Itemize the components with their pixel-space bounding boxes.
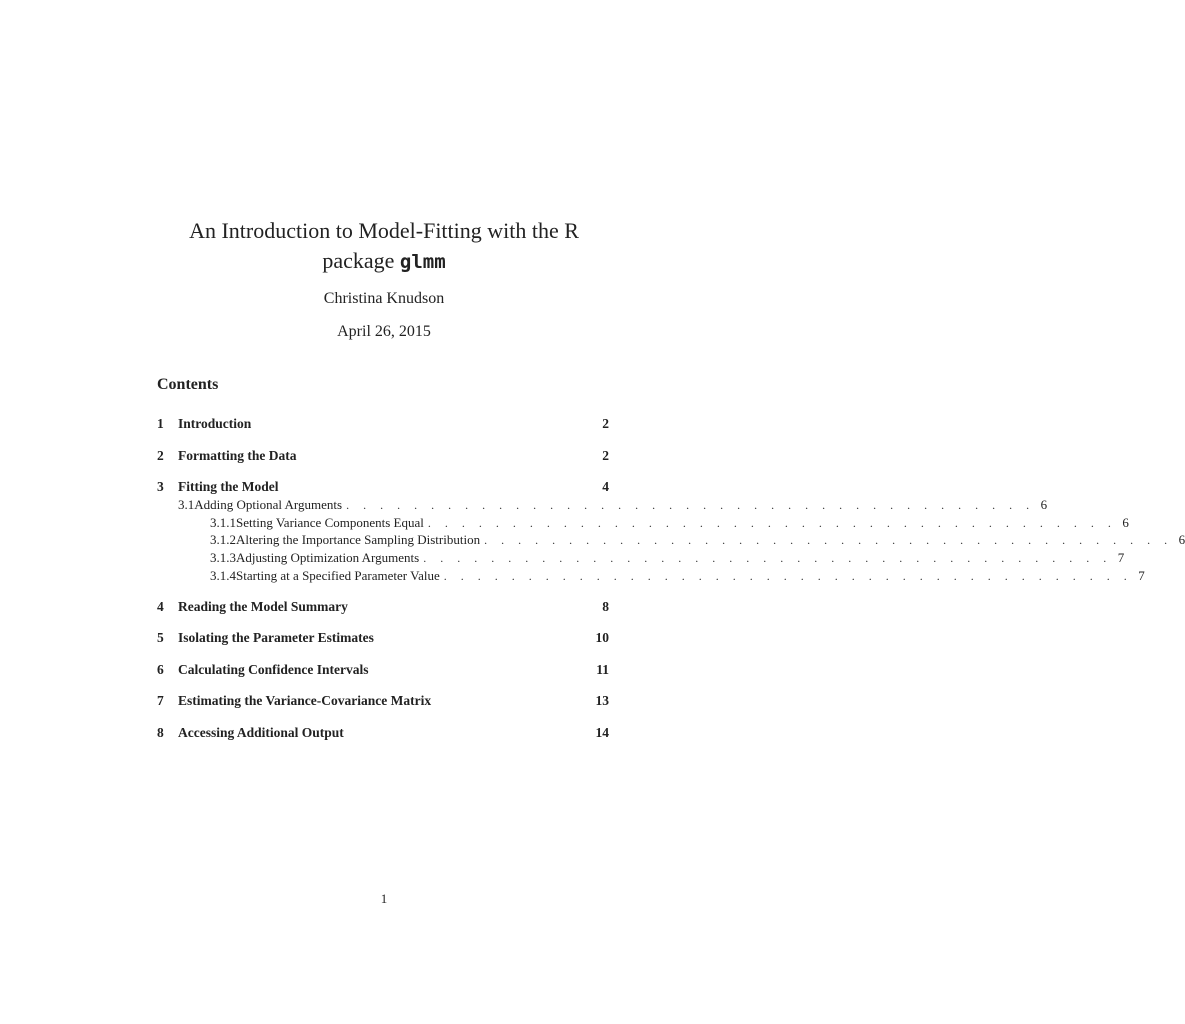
toc-page: 7 bbox=[1117, 550, 1125, 565]
title-line-2 bbox=[0, 246, 768, 277]
toc-number: 3.1.1 bbox=[210, 515, 236, 530]
toc-number: 4 bbox=[157, 599, 164, 614]
toc-subsubsection-3-1-2[interactable] bbox=[157, 532, 1185, 550]
toc-number: 3.1.4 bbox=[210, 568, 236, 583]
title-prefix: package bbox=[322, 248, 400, 273]
toc-number: 2 bbox=[157, 448, 164, 463]
toc-page: 7 bbox=[1138, 568, 1145, 583]
toc-page: 2 bbox=[602, 448, 609, 463]
toc-page: 4 bbox=[602, 479, 609, 494]
toc-page: 6 bbox=[1040, 497, 1048, 512]
date: April 26, 2015 bbox=[337, 323, 431, 340]
toc-leader: . . . . . . . . . . . . . . . . . . . . . . . . . . . . . . . . . . . . . . . . . bbox=[346, 498, 1035, 512]
toc-section-6[interactable] bbox=[157, 662, 609, 680]
toc-leader: . . . . . . . . . . . . . . . . . . . . . . . . . . . . . . . . . . . . . . . . . bbox=[423, 551, 1112, 565]
toc-section-2[interactable] bbox=[157, 448, 609, 466]
toc-title: Adjusting Optimization Arguments bbox=[236, 550, 420, 565]
toc-title: Starting at a Specified Parameter Value bbox=[236, 568, 440, 583]
toc-page: 14 bbox=[595, 725, 609, 740]
toc-number: 3.1.3 bbox=[210, 550, 236, 565]
toc-section-1[interactable] bbox=[157, 416, 609, 434]
toc-number: 8 bbox=[157, 725, 164, 740]
toc-page: 11 bbox=[596, 662, 609, 677]
toc-title: Altering the Importance Sampling Distribution bbox=[236, 532, 481, 547]
toc-leader: . . . . . . . . . . . . . . . . . . . . . . . . . . . . . . . . . . . . . . . . . bbox=[484, 533, 1173, 547]
toc-page: 2 bbox=[602, 416, 609, 431]
document-title bbox=[0, 216, 768, 277]
toc-number: 3.1 bbox=[178, 497, 195, 512]
toc-title: Calculating Confidence Intervals bbox=[178, 662, 369, 677]
toc-title: Adding Optional Arguments bbox=[194, 497, 343, 512]
toc-title: Introduction bbox=[178, 416, 252, 431]
toc-leader: . . . . . . . . . . . . . . . . . . . . . . . . . . . . . . . . . . . . . . . . . bbox=[443, 569, 1133, 583]
page-number: 1 bbox=[380, 891, 388, 906]
toc-section-5[interactable] bbox=[157, 630, 609, 648]
toc-page: 6 bbox=[1122, 515, 1129, 530]
toc-title: Estimating the Variance-Covariance Matrix bbox=[178, 693, 432, 708]
toc-page: 6 bbox=[1178, 532, 1185, 547]
toc-subsubsection-3-1-3[interactable] bbox=[157, 550, 1125, 568]
toc-number: 6 bbox=[157, 662, 164, 677]
toc-subsubsection-3-1-4[interactable] bbox=[157, 568, 1145, 586]
title-line-1: An Introduction to Model-Fitting with the R bbox=[189, 218, 579, 243]
contents-heading: Contents bbox=[157, 376, 219, 393]
toc-number: 3 bbox=[157, 479, 164, 494]
toc-subsection-3-1[interactable] bbox=[157, 497, 1048, 515]
toc-title: Isolating the Parameter Estimates bbox=[178, 630, 374, 645]
toc-title: Setting Variance Components Equal bbox=[236, 515, 424, 530]
package-name: glmm bbox=[399, 251, 446, 273]
toc-number: 1 bbox=[157, 416, 164, 431]
toc-section-3[interactable] bbox=[157, 479, 609, 497]
toc-section-7[interactable] bbox=[157, 693, 609, 711]
toc-page: 10 bbox=[595, 630, 609, 645]
toc-number: 3.1.2 bbox=[210, 532, 236, 547]
author: Christina Knudson bbox=[323, 290, 445, 307]
toc-title: Accessing Additional Output bbox=[178, 725, 344, 740]
toc-title: Formatting the Data bbox=[178, 448, 297, 463]
toc-number: 5 bbox=[157, 630, 164, 645]
toc-section-8[interactable] bbox=[157, 725, 609, 743]
toc-section-4[interactable] bbox=[157, 599, 609, 617]
toc-title: Reading the Model Summary bbox=[178, 599, 348, 614]
toc-number: 7 bbox=[157, 693, 164, 708]
toc-page: 8 bbox=[602, 599, 609, 614]
toc-title: Fitting the Model bbox=[178, 479, 279, 494]
toc-leader: . . . . . . . . . . . . . . . . . . . . . . . . . . . . . . . . . . . . . . . . . bbox=[427, 516, 1117, 530]
toc-subsubsection-3-1-1[interactable] bbox=[157, 515, 1129, 533]
toc-page: 13 bbox=[595, 693, 609, 708]
